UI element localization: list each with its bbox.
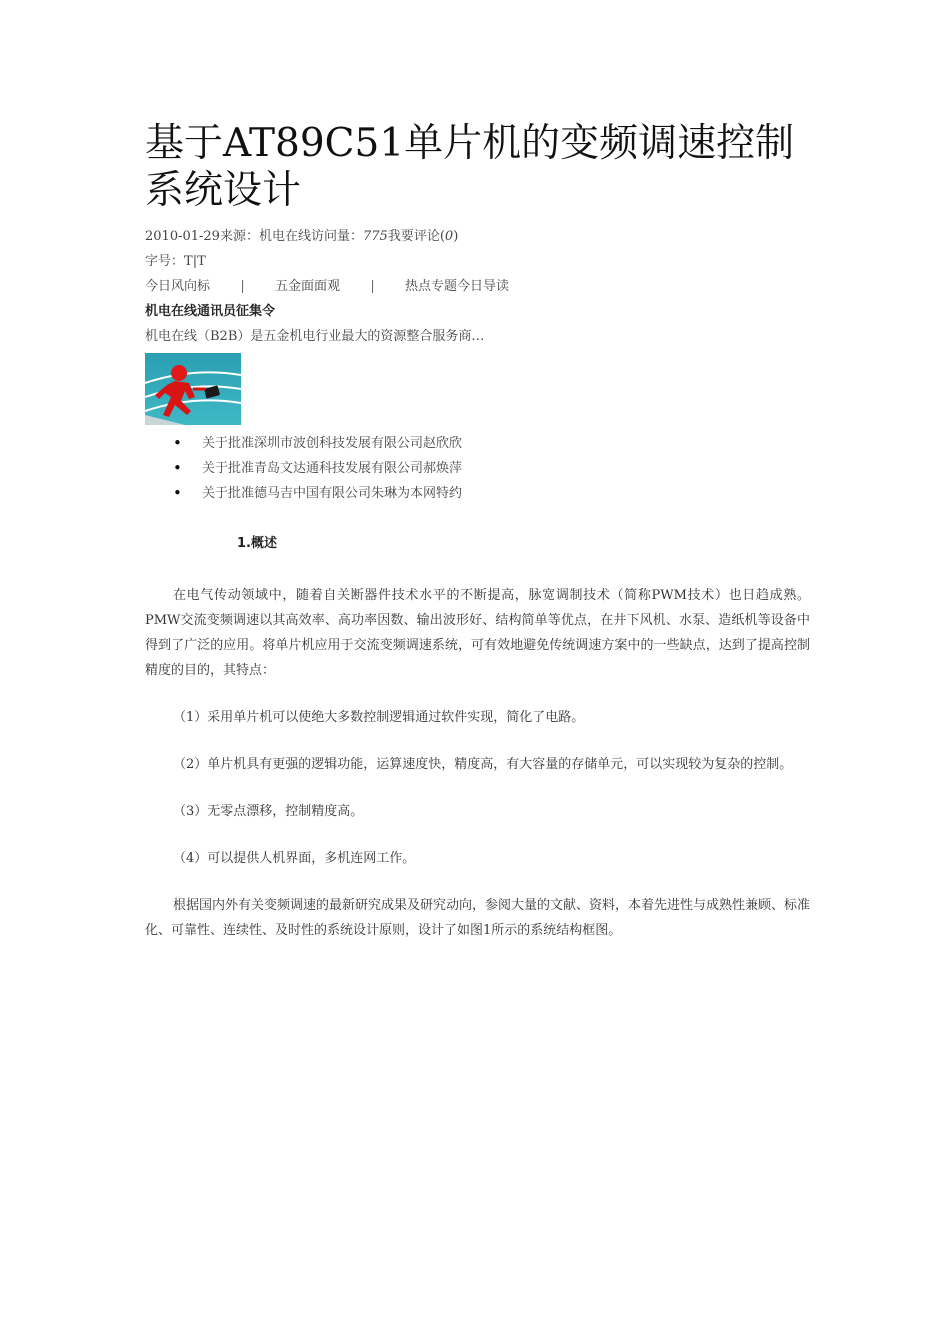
body-paragraph: （4）可以提供人机界面，多机连网工作。 [173,851,416,866]
nav-separator: | [370,279,375,294]
list-item[interactable]: • 关于批准德马吉中国有限公司朱琳为本网特约 [173,481,810,506]
channel-nav [145,274,810,299]
font-size-control [145,249,810,274]
body-paragraph: （2）单片机具有更强的逻辑功能，运算速度快，精度高，有大容量的存储单元，可以实现较为复杂的控制。 [173,757,793,772]
article-meta [145,224,810,249]
font-size-divider: | [192,254,198,269]
section-title: 1.概述 [237,536,277,551]
font-size-label: 字号： [145,254,185,269]
promo-title[interactable]: 机电在线通讯员征集令 [145,304,276,319]
body-paragraph: （1）采用单片机可以使绝大多数控制逻辑通过软件实现，简化了电路。 [173,710,585,725]
list-item[interactable]: • 关于批准深圳市波创科技发展有限公司赵欣欣 [173,431,810,456]
body-paragraph: 在电气传动领域中，随着自关断器件技术水平的不断提高，脉宽调制技术（简称PWM技术）也日趋成熟。PMW交流变频调速以其高效率、高功率因数、输出波形好、结构简单等优点，在井下风机、水泵、造纸机等设备中得到了广泛的应用。将单片机应用于交流变频调速系统，可有效地避免传统调速方案中的一些缺点，达到了提高控制精度的目的，其特点： [145,588,810,678]
comment-link[interactable]: 我要评论(0) [387,229,459,244]
source-name: 机电在线 [258,229,311,244]
views-label: 访问量： [310,229,363,244]
nav-separator: | [240,279,245,294]
comment-count: 0 [444,229,454,244]
body-paragraph: （3）无零点漂移，控制精度高。 [173,804,364,819]
publish-date: 2010-01-29 [145,229,220,244]
views-count: 775 [363,229,388,244]
nav-link-trends[interactable]: 今日风向标 [145,279,211,294]
font-size-small-button[interactable]: T [197,254,206,269]
related-links-list [145,431,810,506]
source-label: 来源： [219,229,259,244]
list-item[interactable]: • 关于批准青岛文达通科技发展有限公司郝焕萍 [173,456,810,481]
promo-description: 机电在线（B2B）是五金机电行业最大的资源整合服务商… [145,329,485,344]
article-page [145,120,810,943]
body-paragraph: 根据国内外有关变频调速的最新研究成果及研究动向，参阅大量的文献、资料，本着先进性与成熟性兼顾、标准化、可靠性、连续性、及时性的系统设计原则，设计了如图1所示的系统结构框图。 [145,898,811,938]
bullet-icon: • [173,434,182,452]
nav-link-topics[interactable]: 热点专题今日导读 [405,279,510,294]
nav-link-hardware[interactable]: 五金面面观 [275,279,341,294]
font-size-large-button[interactable]: T [184,254,193,269]
bullet-icon: • [173,484,182,502]
article-title: 基于AT89C51单片机的变频调速控制系统设计 [145,121,795,213]
bullet-icon: • [173,459,182,477]
runner-with-briefcase-image[interactable] [145,353,241,425]
